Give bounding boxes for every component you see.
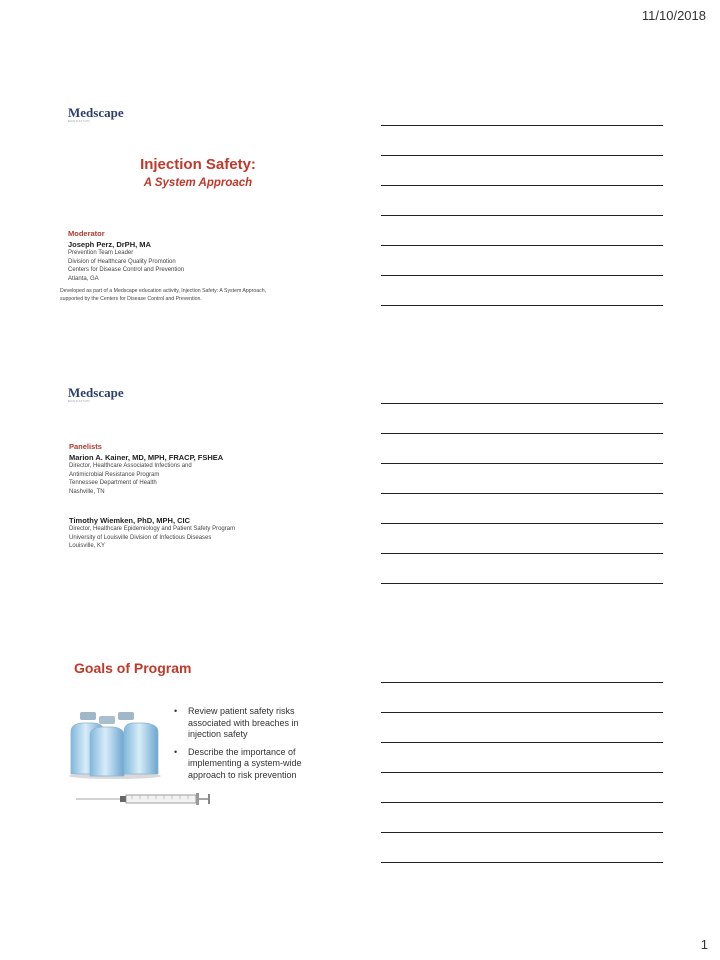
panelist-line: University of Louisville Division of Infectious Diseases [69,534,212,541]
goal-bullet: • Review patient safety risks associated with breaches in injection safety [174,706,324,741]
page-number: 1 [700,937,708,952]
note-line [381,682,663,683]
panelist-name: Timothy Wiemken, PhD, MPH, CIC [69,516,191,525]
note-line [381,403,663,404]
note-line [381,583,663,584]
panelists-heading: Panelists [69,442,102,451]
note-line [381,862,663,863]
moderator-line: Prevention Team Leader [68,250,134,256]
note-line [381,553,663,554]
goals-title: Goals of Program [74,660,192,676]
note-line [381,125,663,126]
moderator-line: Centers for Disease Control and Prevention [68,267,185,273]
note-line [381,275,663,276]
goal-bullet: • Describe the importance of implementing a system-wide approach to risk prevention [174,747,324,782]
slide-title: Injection Safety: A System Approach [140,156,256,189]
panelist-name: Marion A. Kainer, MD, MPH, FRACP, FSHEA [69,453,224,462]
note-line [381,832,663,833]
syringe-image [76,792,212,806]
note-line [381,215,663,216]
note-line [381,155,663,156]
goals-list [174,706,324,787]
note-line [381,463,663,464]
panelist-line: Director, Healthcare Epidemiology and Patient Safety Program [69,526,236,532]
note-line [381,433,663,434]
note-line [381,523,663,524]
moderator-heading: Moderator [68,229,105,238]
panelist-line: Antimicrobial Resistance Program [69,471,160,478]
note-line [381,305,663,306]
note-line [381,802,663,803]
development-note: supported by the Centers for Disease Control and Prevention. [60,295,202,302]
page-date: 11/10/2018 [641,8,706,23]
note-line [381,742,663,743]
development-note: Developed as part of a Medscape education activity, Injection Safety: A System Approach, [60,288,267,294]
note-line [381,185,663,186]
moderator-name: Joseph Perz, DrPH, MA [68,240,151,249]
panelist-line: Nashville, TN [69,488,105,495]
slide-3 [58,658,328,818]
note-line [381,712,663,713]
note-line [381,772,663,773]
vials-image [66,710,164,782]
panelist-line: Director, Healthcare Associated Infections and [69,463,192,469]
slide-2 [58,384,328,594]
medscape-logo: Medscape EDUCATION [68,385,124,403]
moderator-line: Atlanta, GA [68,275,99,282]
note-line [381,245,663,246]
panelist-line: Tennessee Department of Health [69,480,157,486]
slide-1 [58,104,328,314]
medscape-logo: Medscape EDUCATION [68,105,124,123]
note-line [381,493,663,494]
panelist-line: Louisville, KY [69,543,106,549]
moderator-line: Division of Healthcare Quality Promotion [68,258,176,265]
